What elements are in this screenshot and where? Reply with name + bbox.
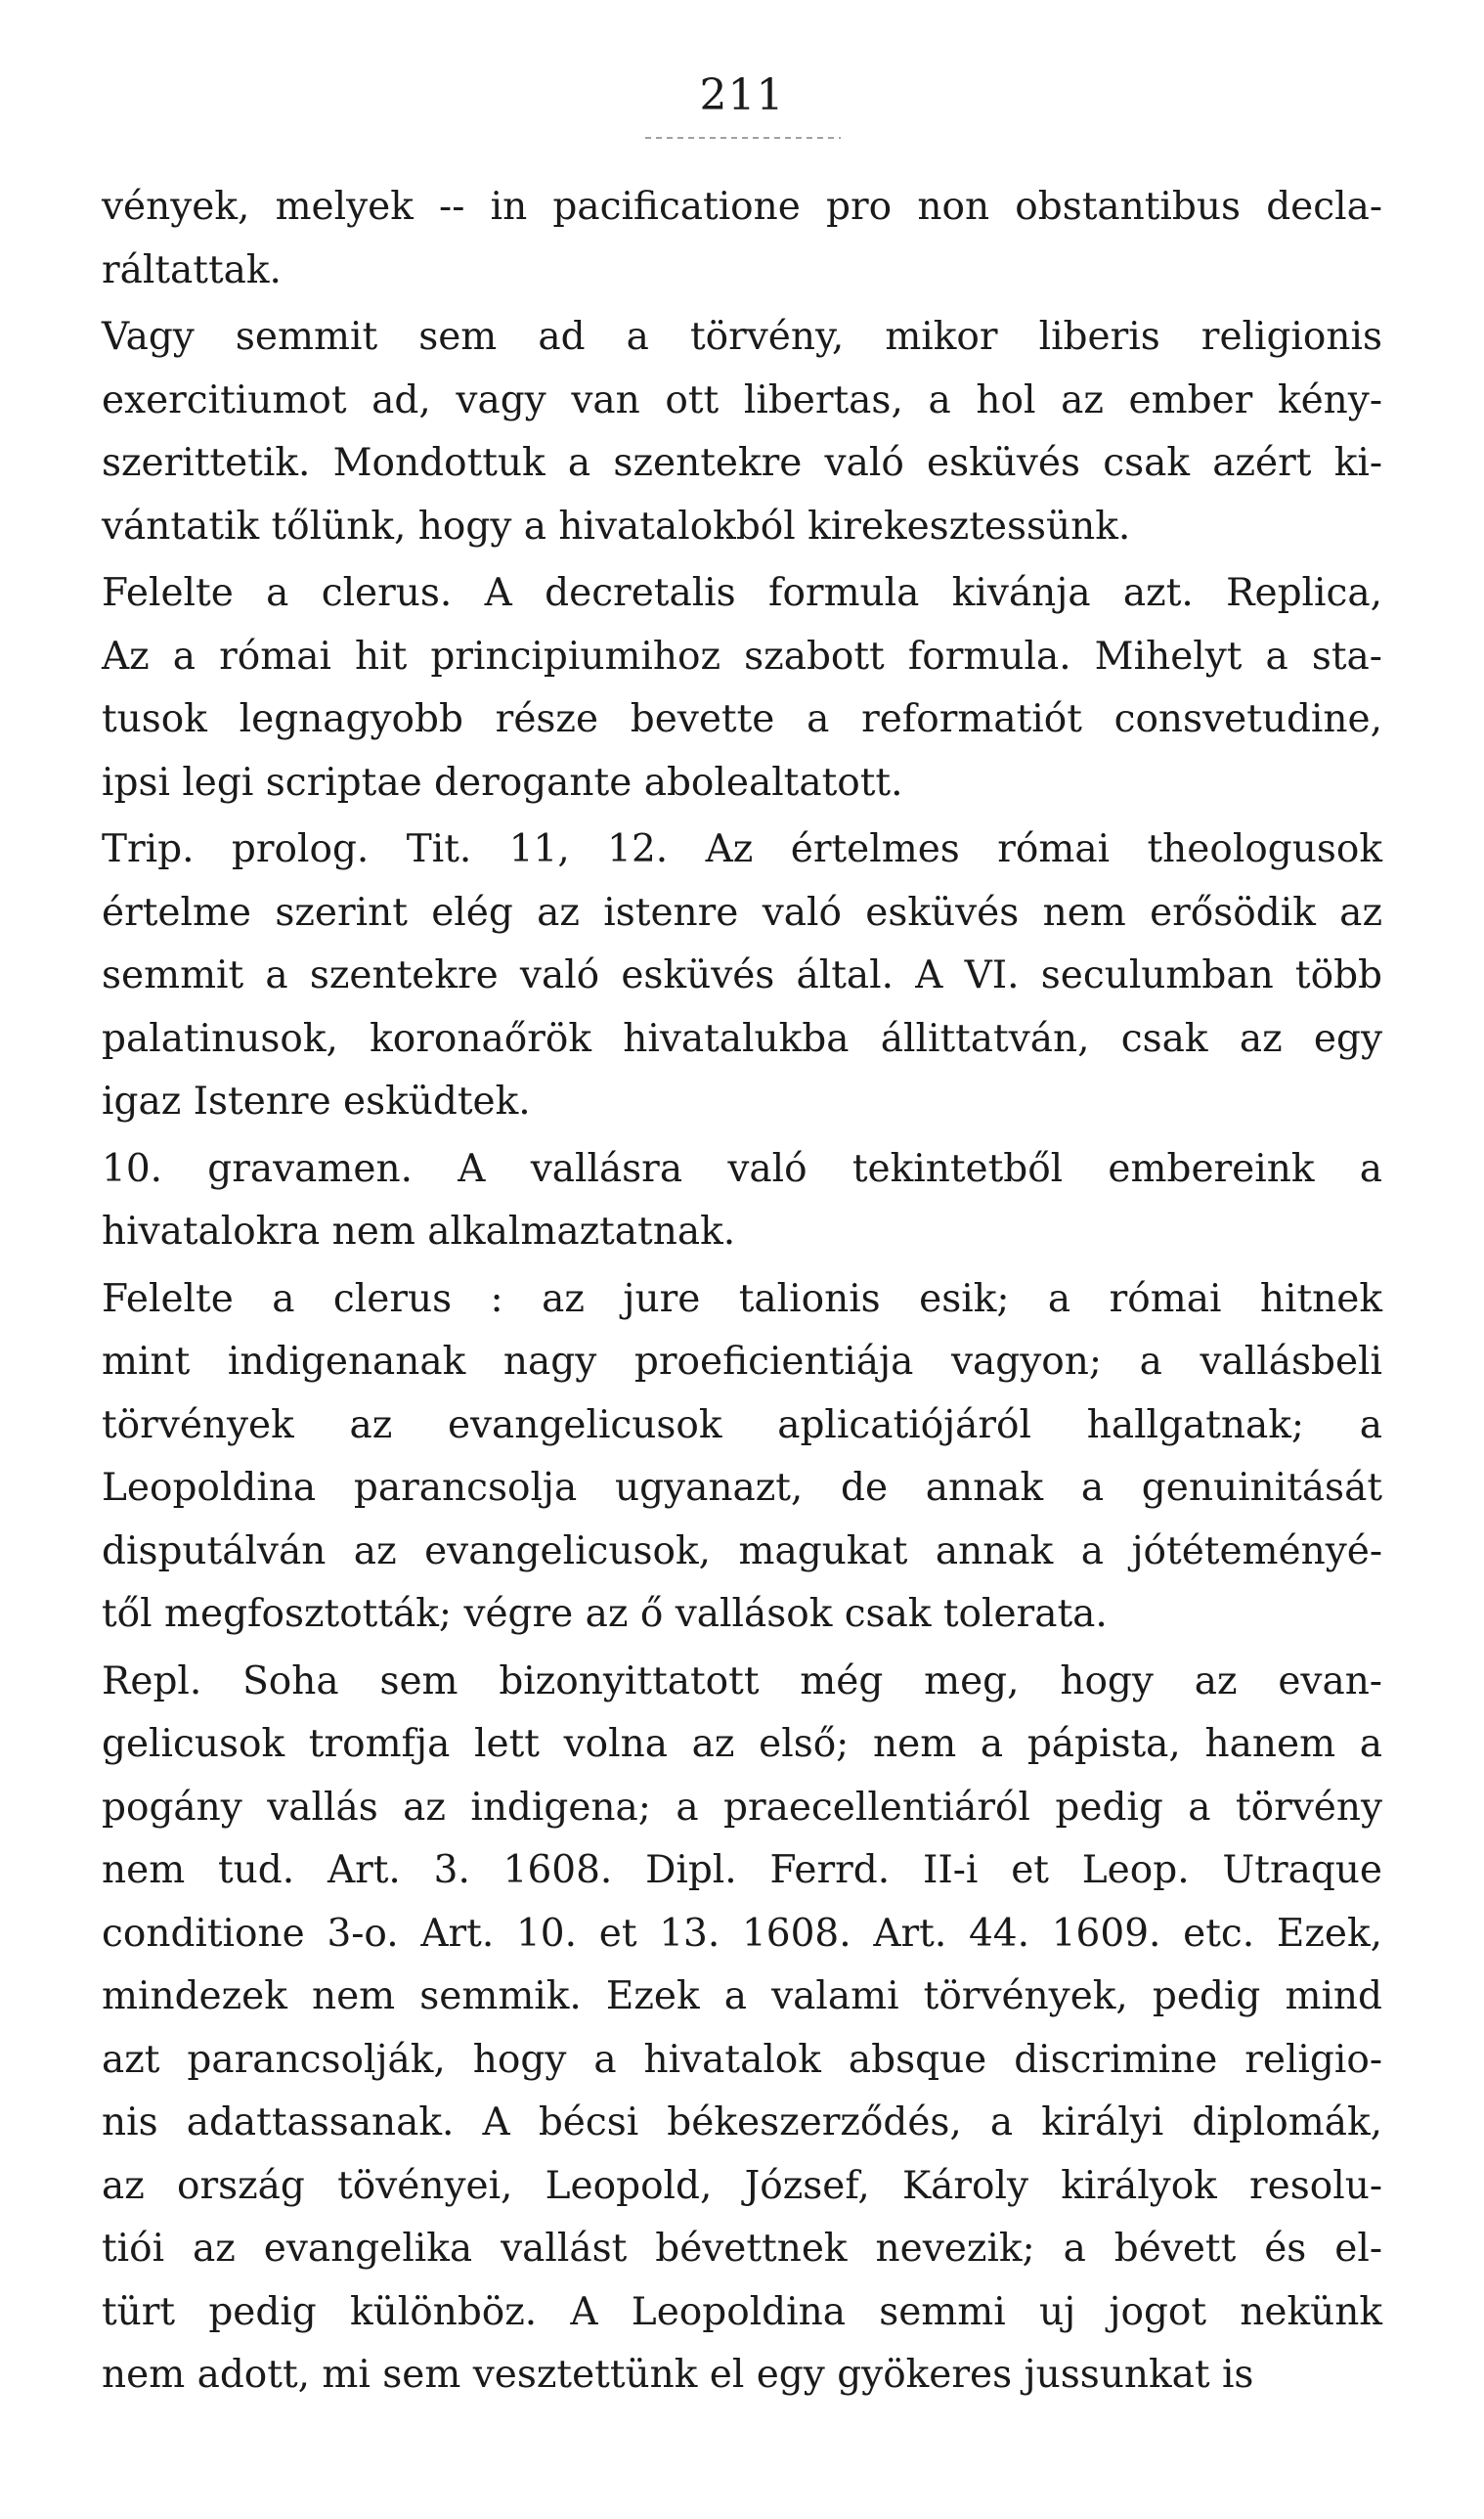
paragraph [102, 1651, 1382, 2408]
text-line: mint indigenanak nagy proeficientiája vagyon; a vallásbeli [102, 1340, 1382, 1384]
text-line: vények, melyek -- in pacificatione pro non obstantibus decla- [102, 185, 1382, 229]
text-line: disputálván az evangelicusok, magukat annak a jótéteményé- [102, 1528, 1382, 1573]
paragraph [102, 176, 1382, 302]
text-line: Leopoldina parancsolja ugyanazt, de annak a genuinitását [102, 1466, 1382, 1510]
text-line: Felelte a clerus. A decretalis formula kivánja azt. Replica, [102, 571, 1382, 615]
text-line: Repl. Soha sem bizonyittatott még meg, hogy az evan- [102, 1658, 1382, 1703]
paragraph [102, 306, 1382, 558]
body-text [102, 176, 1382, 2408]
text-line: Vagy semmit sem ad a törvény, mikor liberis religionis [102, 315, 1382, 359]
text-line: igaz Istenre esküdtek. [102, 1080, 531, 1124]
paragraph [102, 1268, 1382, 1647]
text-line: tiói az evangelika vallást bévettnek nevezik; a bévett és el- [102, 2227, 1382, 2271]
text-line: értelme szerint elég az istenre való esküvés nem erősödik az [102, 890, 1382, 935]
paragraph [102, 562, 1382, 815]
text-line: Trip. prolog. Tit. 11, 12. Az értelmes római theologusok [102, 827, 1382, 871]
text-line: törvények az evangelicusok aplicatiójáról hallgatnak; a [102, 1402, 1382, 1447]
text-line: nem adott, mi sem vesztettünk el egy gyökeres jussunkat is [102, 2353, 1254, 2397]
text-line: pogány vallás az indigena; a praecellentiáról pedig a törvény [102, 1785, 1382, 1830]
text-line: tusok legnagyobb része bevette a reformatiót consvetudine, [102, 697, 1382, 741]
text-line: türt pedig különböz. A Leopoldina semmi uj jogot nekünk [102, 2289, 1382, 2334]
paragraph [102, 1138, 1382, 1264]
text-line: exercitiumot ad, vagy van ott libertas, a hol az ember kény- [102, 377, 1382, 422]
text-line: 10. gravamen. A vallásra való tekintetből embereink a [102, 1146, 1382, 1191]
text-line: nem tud. Art. 3. 1608. Dipl. Ferrd. II-i et Leop. Utraque [102, 1848, 1382, 1892]
text-line: ráltattak. [102, 247, 282, 292]
text-line: Felelte a clerus : az jure talionis esik; a római hitnek [102, 1276, 1382, 1321]
page-number-rule [645, 137, 841, 139]
text-line: mindezek nem semmik. Ezek a valami törvények, pedig mind [102, 1974, 1382, 2018]
text-line: Az a római hit principiumihoz szabott formula. Mihelyt a sta- [102, 634, 1382, 679]
text-line: től megfosztották; végre az ő vallások csak tolerata. [102, 1592, 1108, 1636]
text-line: azt parancsolják, hogy a hivatalok absque discrimine religio- [102, 2037, 1382, 2082]
text-line: nis adattassanak. A bécsi békeszerződés, a királyi diplomák, [102, 2100, 1382, 2144]
page-number: 211 [699, 70, 785, 120]
text-line: szerittetik. Mondottuk a szentekre való esküvés csak azért ki- [102, 441, 1382, 485]
text-line: az ország tövényei, Leopold, József, Károly királyok resolu- [102, 2163, 1382, 2208]
text-line: vántatik tőlünk, hogy a hivatalokból kirekesztessünk. [102, 504, 1131, 549]
text-line: palatinusok, koronaőrök hivatalukba állittatván, csak az egy [102, 1016, 1382, 1061]
text-line: conditione 3-o. Art. 10. et 13. 1608. Art. 44. 1609. etc. Ezek, [102, 1911, 1382, 1956]
paragraph [102, 818, 1382, 1134]
text-line: semmit a szentekre való esküvés által. A VI. seculumban több [102, 953, 1382, 997]
text-line: hivatalokra nem alkalmaztatnak. [102, 1210, 736, 1254]
text-line: ipsi legi scriptae derogante abolealtatott. [102, 760, 903, 805]
text-line: gelicusok tromfja lett volna az első; nem a pápista, hanem a [102, 1722, 1382, 1766]
